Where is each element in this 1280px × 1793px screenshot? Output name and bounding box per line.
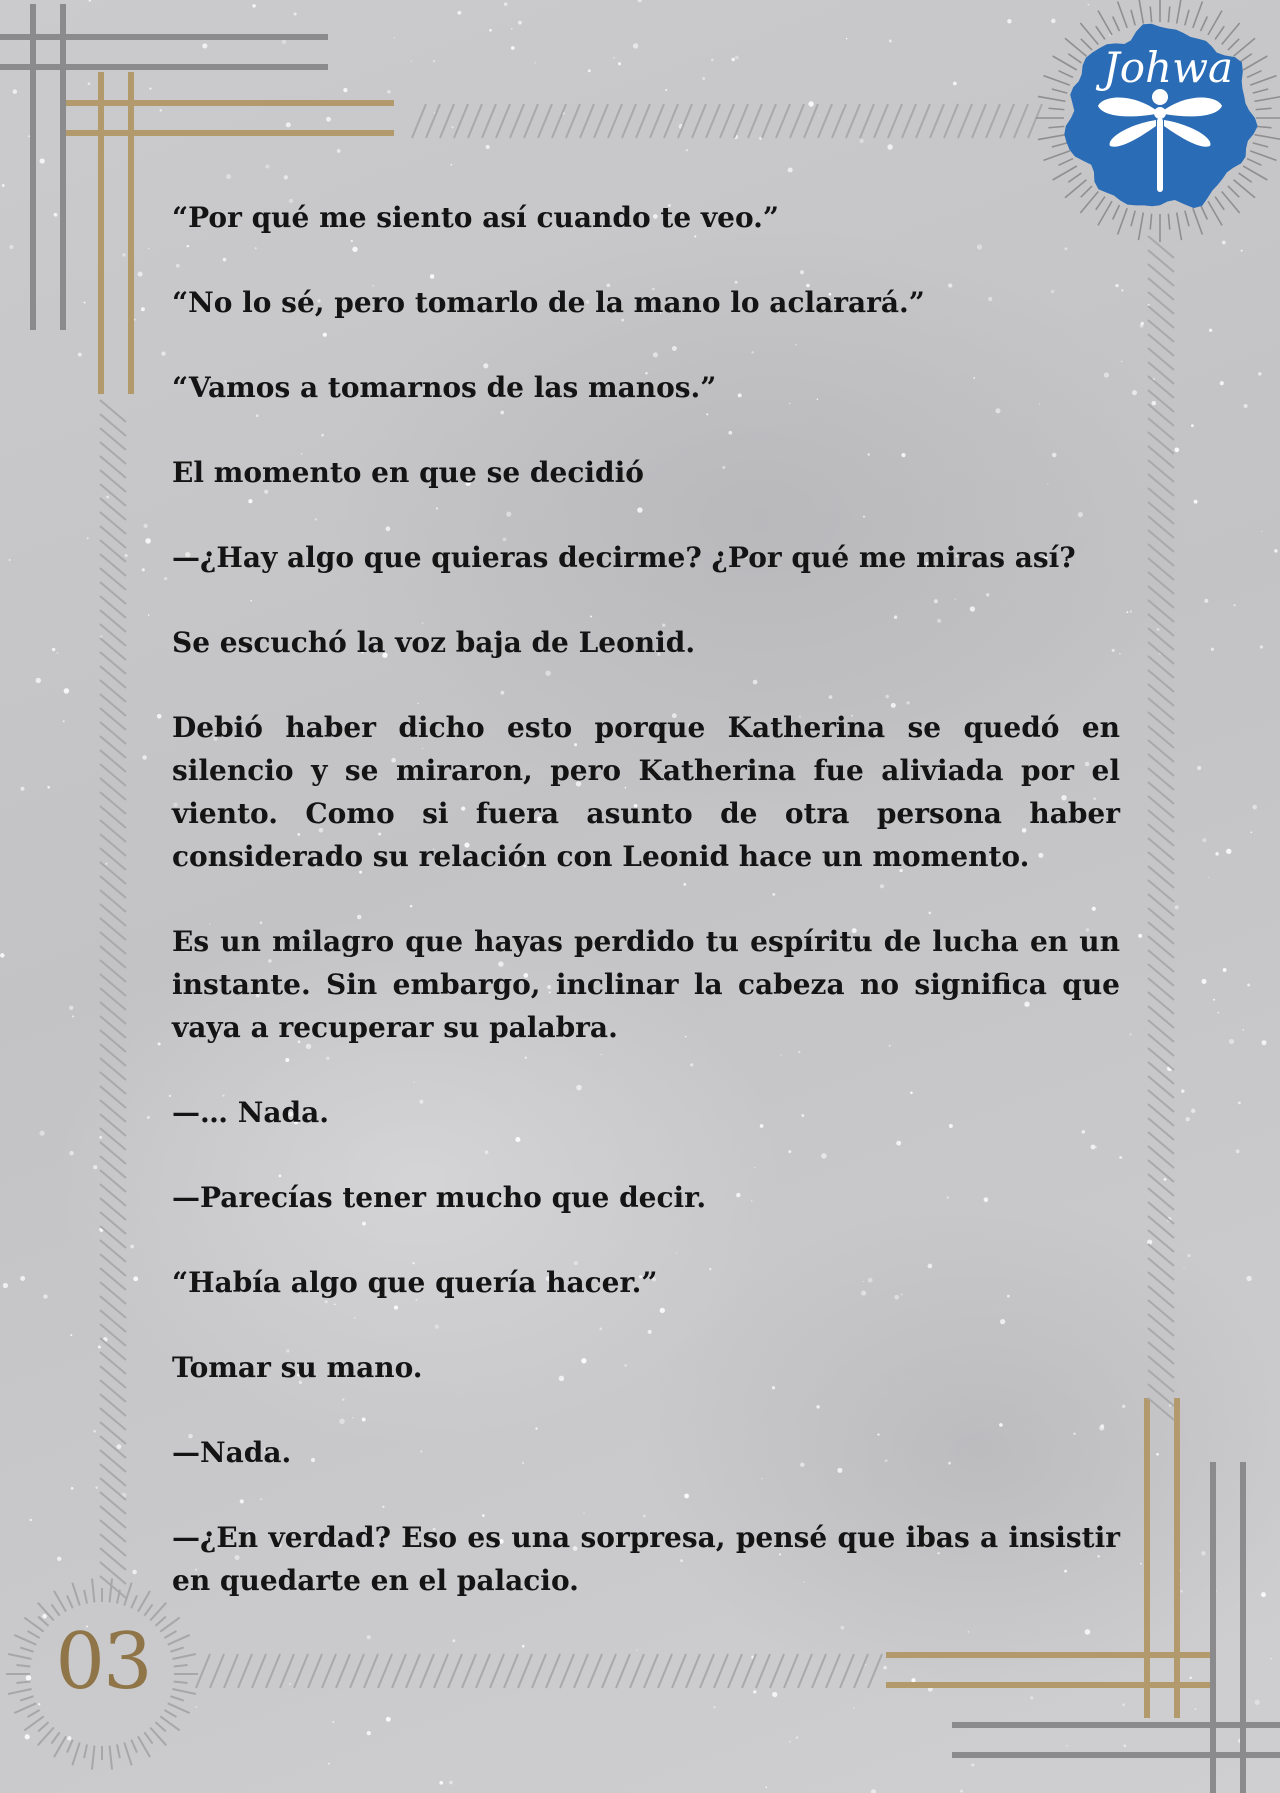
- paragraph: “Por qué me siento así cuando te veo.”: [172, 201, 780, 234]
- paragraph: El momento en que se decidió: [172, 456, 644, 489]
- paragraph: —¿Hay algo que quieras decirme? ¿Por qué me miras así?: [172, 541, 1076, 574]
- paragraph: Se escuchó la voz baja de Leonid.: [172, 626, 696, 659]
- paragraph: Tomar su mano.: [172, 1351, 423, 1384]
- paragraph: —… Nada.: [172, 1096, 329, 1129]
- story-text: [172, 196, 1120, 1644]
- paragraph: —Parecías tener mucho que decir.: [172, 1181, 707, 1214]
- hatch-border-bottom: [196, 1654, 882, 1688]
- paragraph: “No lo sé, pero tomarlo de la mano lo aclarará.”: [172, 286, 925, 319]
- paragraph: —Nada.: [172, 1436, 292, 1469]
- paragraph: Debió haber dicho esto porque Katherina se quedó en silencio y se miraron, pero Katherina fue aliviada por el viento. Como si fuera asunto de otra persona haber considerado su relación con Leonid hace un momento.: [172, 711, 1120, 873]
- page-number: 03: [55, 1617, 151, 1707]
- paragraph: “Vamos a tomarnos de las manos.”: [172, 371, 717, 404]
- logo-text: Johwa: [1102, 43, 1234, 92]
- paragraph: “Había algo que quería hacer.”: [172, 1266, 658, 1299]
- hatch-border-top: [412, 104, 1042, 138]
- hatch-border-left: [100, 400, 126, 1598]
- paragraph: —¿En verdad? Eso es una sorpresa, pensé que ibas a insistir en quedarte en el palacio.: [172, 1521, 1120, 1597]
- paragraph: Es un milagro que hayas perdido tu espíritu de lucha en un instante. Sin embargo, inclinar la cabeza no significa que vaya a recuperar su palabra.: [172, 925, 1120, 1044]
